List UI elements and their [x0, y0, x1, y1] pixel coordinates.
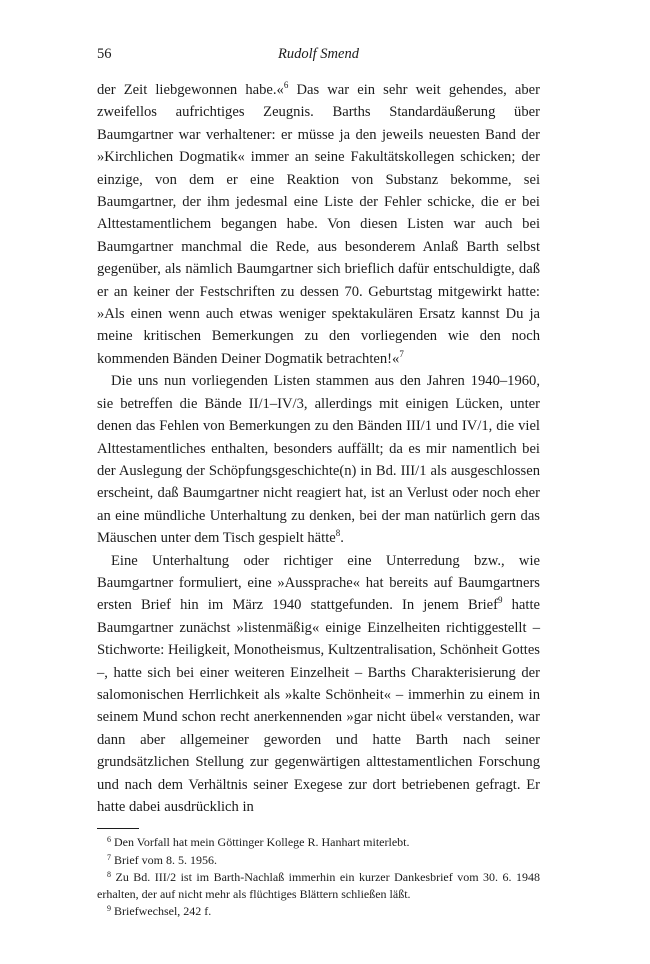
- book-page: [97, 46, 540, 920]
- paragraph-2: [97, 370, 540, 549]
- paragraph-1-text-1: der Zeit liebgewonnen habe.«: [97, 82, 284, 98]
- paragraph-2-text-2: .: [340, 530, 344, 547]
- footnote-9: [97, 903, 540, 920]
- footnote-divider: [97, 828, 139, 829]
- footnote-7: [97, 852, 540, 869]
- footnote-number: 7: [107, 852, 111, 862]
- footnote-8: [97, 869, 540, 903]
- footnote-text: Zu Bd. III/2 ist im Barth-Nachlaß immerhin ein kurzer Dankesbrief vom 30. 6. 1948 erhalten, der auf nicht mehr als flüchtiges Blättern schließen läßt.: [97, 869, 541, 902]
- footnote-number: 9: [107, 904, 111, 914]
- footnote-ref-8: 8: [335, 528, 341, 539]
- footnote-6: [97, 834, 540, 851]
- body-text: [97, 79, 540, 818]
- footnote-number: 6: [107, 835, 111, 845]
- footnote-text: Briefwechsel, 242 f.: [114, 904, 212, 919]
- paragraph-3-text-1: Eine Unterhaltung oder richtiger eine Unterredung bzw., wie Baumgartner formuliert, eine »Aussprache« hat bereits auf Baumgartners ersten Brief hin im März 1940 stattgefunden. In jenem Brief: [97, 552, 540, 614]
- running-head: Rudolf Smend: [278, 46, 359, 62]
- footnotes: [97, 834, 540, 920]
- paragraph-3-text-2: hatte Baumgartner zunächst »listenmäßig« einige Einzelheiten richtiggestellt – Stichworte: Heiligkeit, Monotheismus, Kultzentralisation, Schönheit Gottes –, hatte sich bei einer weiteren Einzelheit – Barths Charakterisierung der salomonischen Herrlichkeit als »kalte Schönheit« – immerhin zu einem in seinem Mund schon recht anerkennenden »gar nicht übel« verstanden, war dann aber allgemeiner geworden und hatte Barth nach seiner grundsätzlichen Stellung zur gegenwärtigen alttestamentlichen Forschung und nach dem Verhältnis seiner Exegese zur dort betriebenen gefragt. Er hatte dabei ausdrücklich in: [97, 597, 540, 815]
- footnote-text: Brief vom 8. 5. 1956.: [114, 852, 217, 867]
- footnote-ref-7: 7: [399, 348, 404, 359]
- page-number: 56: [97, 46, 112, 62]
- paragraph-2-text-1: Die uns nun vorliegenden Listen stammen aus den Jahren 1940–1960, sie betreffen die Bände II/1–IV/3, allerdings mit einigen Lücken, unter denen das Fehlen von Bemerkungen zu den Bänden III/1 und IV/1, die viel Alttestamentliches enthalten, besonders auffällt; da es mir namentlich bei der Auslegung der Schöpfungsgeschichte(n) in Bd. III/1 als ausgeschlossen erscheint, daß Baumgartner nicht reagiert hat, ist an Verlust oder noch eher an eine mündliche Unterhaltung zu denken, bei der man natürlich gern das Mäuschen unter dem Tisch gespielt hätte: [97, 373, 540, 547]
- paragraph-1: [97, 79, 540, 370]
- footnote-ref-9: 9: [498, 595, 503, 606]
- paragraph-1-text-2: Das war ein sehr weit gehendes, aber zweifellos aufrichtiges Zeugnis. Barths Standardäußerung über Baumgartner war verhaltener: er müsse ja den jeweils neuesten Band der »Kirchlichen Dogmatik« immer an seine Fakultätskollegen schicken; der einzige, von dem er eine Reaktion von Substanz bekomme, sei Baumgartner, der ihm jedesmal eine Liste der Fehler schicke, die er bei Alttestamentlichem begangen habe. Von diesen Listen war auch bei Baumgartner manchmal die Rede, aus besonderem Anlaß Barth selbst gegenüber, als nämlich Baumgartner sich brieflich dafür entschuldigte, daß er an keiner der Festschriften zu dessen 70. Geburtstag mitgewirkt hatte: »Als einen wenn auch etwas weniger spektakulären Ersatz kannst Du ja meine kritischen Bemerkungen zu den vorliegenden wie den noch kommenden Bänden Deiner Dogmatik betrachten!«: [97, 82, 540, 367]
- footnote-ref-6: 6: [283, 80, 289, 90]
- footnote-text: Den Vorfall hat mein Göttinger Kollege R. Hanhart miterlebt.: [114, 835, 410, 850]
- paragraph-3: [97, 550, 540, 819]
- page-header: [97, 46, 540, 66]
- footnote-number: 8: [107, 869, 111, 879]
